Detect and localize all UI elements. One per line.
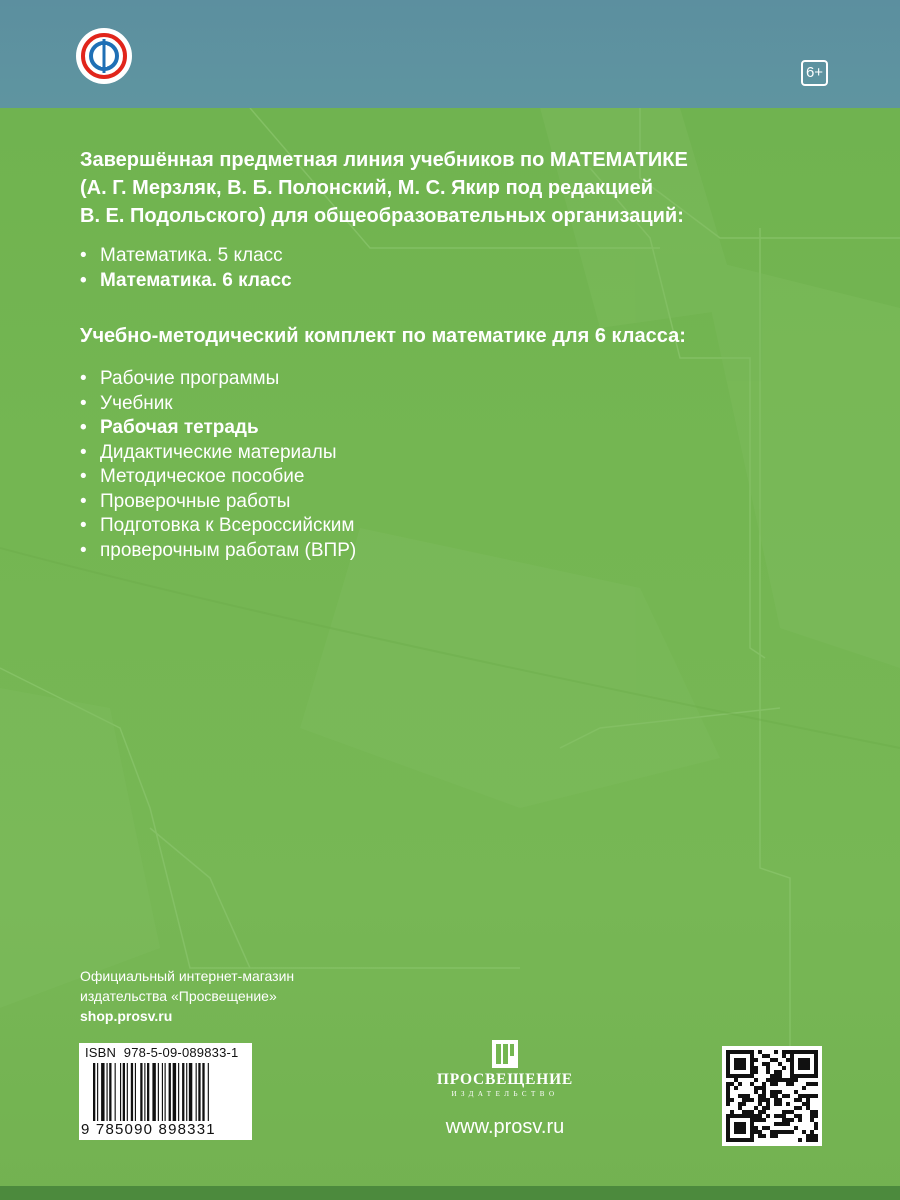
kit-list (80, 367, 356, 563)
list-item: • Рабочие программы (80, 367, 356, 392)
isbn-label: ISBN (85, 1045, 117, 1060)
publisher-website-link[interactable]: www.prosv.ru (445, 1116, 565, 1138)
age-rating-badge: 6+ (801, 60, 828, 86)
publisher-circle-logo-icon (74, 26, 134, 86)
list-item: • Математика. 6 класс (80, 269, 292, 294)
list-item: • Проверочные работы (80, 490, 356, 515)
publisher-logo (410, 1040, 600, 1099)
barcode-bars-icon (93, 1063, 243, 1121)
list-item: • Подготовка к Всероссийским (80, 514, 356, 539)
list-item: • Математика. 5 класс (80, 244, 292, 269)
textbook-list (80, 244, 292, 293)
list-item: • Рабочая тетрадь (80, 416, 356, 441)
list-item: • Учебник (80, 392, 356, 417)
barcode-digits: 9 785090 898331 (81, 1121, 216, 1138)
list-item: • Дидактические материалы (80, 441, 356, 466)
shop-line: издательства «Просвещение» (80, 988, 277, 1004)
series-description (80, 146, 800, 230)
shop-line: Официальный интернет-магазин (80, 968, 295, 984)
shop-url-link[interactable]: shop.prosv.ru (80, 1008, 173, 1024)
bottom-strip (0, 1186, 900, 1200)
top-band (0, 0, 900, 108)
isbn-barcode (79, 1043, 252, 1140)
publisher-name: ПРОСВЕЩЕНИЕ (436, 1071, 574, 1088)
kit-heading: Учебно-методический комплект по математике для 6 класса: (80, 325, 686, 347)
online-shop-info (80, 966, 294, 1026)
publisher-emblem-icon (492, 1040, 518, 1068)
qr-code-icon[interactable] (722, 1046, 822, 1146)
isbn-number: 978-5-09-089833-1 (123, 1045, 239, 1060)
intro-line: (А. Г. Мерзляк, В. Б. Полонский, М. С. Якир под редакцией (80, 177, 654, 199)
publisher-subtitle: ИЗДАТЕЛЬСТВО (451, 1090, 559, 1098)
isbn-text (85, 1045, 239, 1060)
intro-line: В. Е. Подольского) для общеобразовательных организаций: (80, 205, 684, 227)
intro-line: Завершённая предметная линия учебников по МАТЕМАТИКЕ (80, 149, 688, 171)
list-item-continuation: • проверочным работам (ВПР) (80, 539, 356, 564)
list-item: • Методическое пособие (80, 465, 356, 490)
